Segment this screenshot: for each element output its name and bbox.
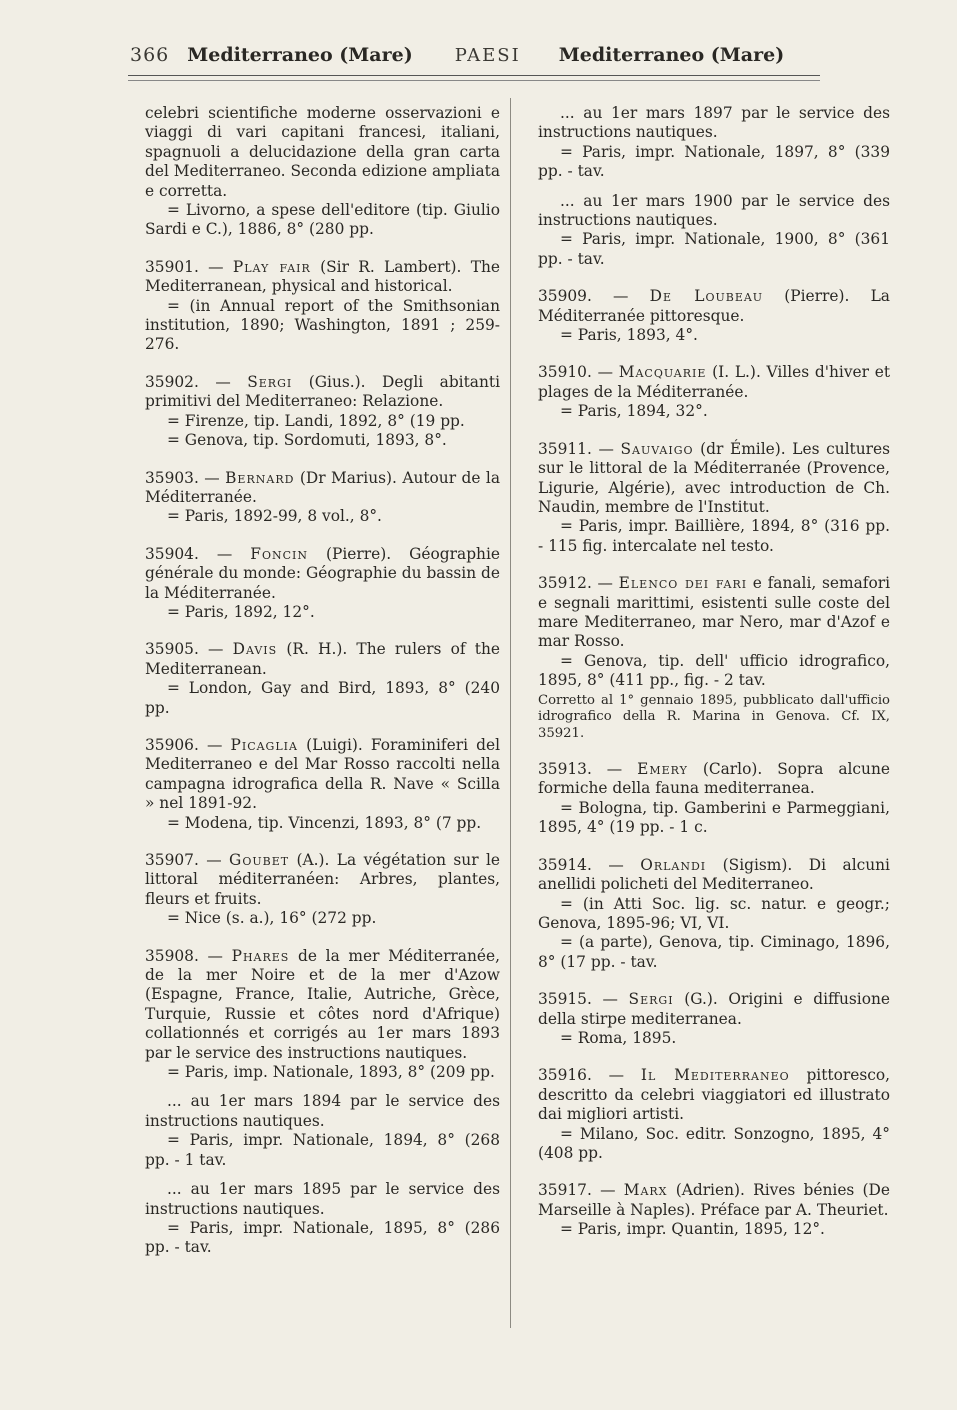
- column-separator: [510, 98, 511, 1328]
- entry-imprint: = Nice (s. a.), 16° (272 pp.: [167, 909, 377, 928]
- entry-imprint: = Firenze, tip. Landi, 1892, 8° (19 pp.: [167, 411, 465, 430]
- entry-imprint: = Genova, tip. Sordomuti, 1893, 8°.: [167, 431, 447, 450]
- entry-title: e fanali, semafori e segnali marittimi, esistenti sulle coste del mare Mediterraneo, mar Nero, mar d'Azof e mar Rosso.: [538, 574, 891, 651]
- entry-title: (I. L.). Villes d'hiver et plages de la Méditerranée.: [538, 363, 890, 401]
- bib-entry-35908: 35908. — Phares de la mer Méditerranée, de la mer Noire et de la mer d'Azow (Espagne, France, Italie, Autriche, Grèce, Turquie, Russie et côtes nord d'Afrique) collationnés et corrigés au 1er mars 1893 par le service des instructions nautiques. = Paris, imp. Nationale, 1893, 8° (209 pp. ... au 1er mars 1894 par le service des instructions nautiques. = Paris, impr. Nationale, 1894, 8° (268 pp. - 1 tav. ... au 1er mars 1895 par le service des instructions nautiques. = Paris, impr. Nationale, 1895, 8° (286 pp. - tav.: [145, 946, 500, 1257]
- entry-imprint: = Paris, impr. Baillière, 1894, 8° (316 pp. - 115 fig. intercalate nel testo.: [538, 517, 890, 555]
- entry-imprint: = Paris, 1893, 4°.: [560, 326, 698, 345]
- bib-entry-35911: 35911. — Sauvaigo (dr Émile). Les cultures sur le littoral de la Méditerranée (Provence, Ligurie, Algérie), avec introduction de Ch. Naudin, membre de l'Institut. = Paris, impr. Baillière, 1894, 8° (316 pp. - 115 fig. intercalate nel testo.: [538, 439, 890, 555]
- entry-imprint: = Roma, 1895.: [560, 1028, 677, 1047]
- entry-imprint: = Paris, impr. Quantin, 1895, 12°.: [560, 1220, 825, 1239]
- entry-author: Orlandi: [640, 855, 707, 874]
- entry-imprint: = Paris, impr. Nationale, 1897, 8° (339 pp. - tav.: [538, 142, 890, 181]
- bib-entry-35903: 35903. — Bernard (Dr Marius). Autour de la Méditerranée. = Paris, 1892-99, 8 vol., 8°.: [145, 468, 501, 526]
- entry-title: pittoresco, descritto da celebri viaggiatori ed illustrato dai migliori artisti.: [538, 1066, 890, 1124]
- entry-title: (dr Émile). Les cultures sur le littoral de la Méditerranée (Provence, Ligurie, Algérie), avec introduction de Ch. Naudin, membre de l'Institut.: [538, 439, 890, 516]
- entry-imprint: = Milano, Soc. editr. Sonzogno, 1895, 4° (408 pp.: [538, 1124, 890, 1162]
- entry-author: Macquarie: [618, 363, 707, 382]
- bib-entry-35910: 35910. — Macquarie (I. L.). Villes d'hiver et plages de la Méditerranée. = Paris, 1894, 32°.: [538, 363, 890, 421]
- entry-title: (G.). Origini e diffusione della stirpe mediterranea.: [538, 990, 890, 1028]
- entry-author: Sergi: [247, 372, 293, 391]
- entry-imprint: = Paris, 1892-99, 8 vol., 8°.: [167, 507, 382, 526]
- entry-title: (R. H.). The rulers of the Mediterranean.: [145, 640, 500, 678]
- entry-number: 35902.: [145, 372, 199, 391]
- entry-number: 35912.: [538, 574, 592, 593]
- entry-author: Elenco dei fari: [618, 574, 748, 593]
- entry-title: (Sigism). Di alcuni anellidi policheti del Mediterraneo.: [538, 855, 890, 894]
- bib-entry-35917: 35917. — Marx (Adrien). Rives bénies (De Marseille à Naples). Préface par A. Theuriet. = Paris, impr. Quantin, 1895, 12°.: [538, 1181, 890, 1239]
- bib-entry-35902: 35902. — Sergi (Gius.). Degli abitanti primitivi del Mediterraneo: Relazione. = Firenze, tip. Landi, 1892, 8° (19 pp. = Genova, tip. Sordomuti, 1893, 8°.: [145, 372, 500, 450]
- continued-entry: [145, 104, 500, 240]
- header-right-title: Mediterraneo (Mare): [558, 44, 785, 66]
- entry-author: De Loubeau: [649, 287, 764, 306]
- entry-number: 35906.: [145, 735, 199, 754]
- bib-entry-35913: 35913. — Emery (Carlo). Sopra alcune formiche della fauna mediterranea. = Bologna, tip. Gamberini e Parmeggiani, 1895, 4° (19 pp. - 1 c.: [538, 760, 890, 837]
- entry-author: Il Mediterraneo: [640, 1066, 790, 1085]
- bib-entry-35907: 35907. — Goubet (A.). La végétation sur le littoral méditerranéen: Arbres, plantes, fleurs et fruits. = Nice (s. a.), 16° (272 pp.: [145, 851, 500, 928]
- entry-edition-text: ... au 1er mars 1895 par le service des instructions nautiques.: [145, 1180, 500, 1218]
- entry-number: 35908.: [145, 946, 199, 965]
- entry-title: (Gius.). Degli abitanti primitivi del Mediterraneo: Relazione.: [145, 372, 500, 411]
- entry-imprint: = (in Atti Soc. lig. sc. natur. e geogr.; Genova, 1895-96; VI, VI.: [538, 894, 890, 932]
- running-header: [130, 44, 820, 74]
- entry-number: 35916.: [538, 1066, 592, 1085]
- entry-number: 35904.: [145, 544, 199, 563]
- entry-note: Corretto al 1° gennaio 1895, pubblicato dall'ufficio idrografico della R. Marina in Genova. Cf. IX, 35921.: [538, 692, 890, 741]
- header-rule-thin: [128, 80, 820, 81]
- bib-entry-35906: 35906. — Picaglia (Luigi). Foraminiferi del Mediterraneo e del Mar Rosso raccolti nella campagna idrografica della R. Nave « Scilla » nel 1891-92. = Modena, tip. Vincenzi, 1893, 8° (7 pp.: [145, 735, 500, 832]
- entry-author: Play fair: [232, 257, 311, 276]
- bib-entry-35901: 35901. — Play fair (Sir R. Lambert). The Mediterranean, physical and historical. = (in Annual report of the Smithsonian institution, 1890; Washington, 1891 ; 259-276.: [145, 257, 500, 354]
- entry-author: Sergi: [628, 990, 674, 1009]
- entry-imprint: = (in Annual report of the Smithsonian institution, 1890; Washington, 1891 ; 259-276.: [145, 296, 500, 354]
- entry-imprint: = Paris, impr. Nationale, 1895, 8° (286 pp. - tav.: [145, 1218, 500, 1257]
- entry-number: 35905.: [145, 640, 199, 659]
- bib-entry-35914: 35914. — Orlandi (Sigism). Di alcuni anellidi policheti del Mediterraneo. = (in Atti Soc. lig. sc. natur. e geogr.; Genova, 1895-96; VI, VI. = (a parte), Genova, tip. Ciminago, 1896, 8° (17 pp. - tav.: [538, 855, 890, 971]
- page-number: 366: [130, 44, 170, 66]
- entry-title: (Pierre). La Méditerranée pittoresque.: [538, 287, 890, 325]
- entry-imprint: = Paris, impr. Nationale, 1894, 8° (268 pp. - 1 tav.: [145, 1131, 500, 1169]
- entry-title: (Luigi). Foraminiferi del Mediterraneo e del Mar Rosso raccolti nella campagna idrografica della R. Nave « Scilla » nel 1891-92.: [145, 735, 500, 813]
- bib-entry-35905: 35905. — Davis (R. H.). The rulers of the Mediterranean. = London, Gay and Bird, 1893, 8° (240 pp.: [145, 640, 500, 717]
- entry-imprint: = Modena, tip. Vincenzi, 1893, 8° (7 pp.: [167, 813, 482, 832]
- bib-entry-35912: 35912. — Elenco dei fari e fanali, semafori e segnali marittimi, esistenti sulle coste del mare Mediterraneo, mar Nero, mar d'Azof e mar Rosso. = Genova, tip. dell' ufficio idrografico, 1895, 8° (411 pp., fig. - 2 tav. Corretto al 1° gennaio 1895, pubblicato dall'ufficio idrografico della R. Marina in Genova. Cf. IX, 35921.: [538, 574, 891, 741]
- entry-author: Davis: [232, 640, 278, 659]
- bib-entry-35916: 35916. — Il Mediterraneo pittoresco, descritto da celebri viaggiatori ed illustrato dai migliori artisti. = Milano, Soc. editr. Sonzogno, 1895, 4° (408 pp.: [538, 1066, 890, 1162]
- entry-number: 35903.: [145, 468, 199, 487]
- entry-edition-text: ... au 1er mars 1900 par le service des instructions nautiques.: [538, 191, 890, 230]
- bib-entry-35904: 35904. — Foncin (Pierre). Géographie générale du monde: Géographie du bassin de la Méditerranée. = Paris, 1892, 12°.: [145, 544, 500, 621]
- left-column: [145, 104, 500, 1276]
- entry-imprint: = Paris, imp. Nationale, 1893, 8° (209 pp.: [167, 1063, 495, 1082]
- entry-title: (Adrien). Rives bénies (De Marseille à Naples). Préface par A. Theuriet.: [538, 1181, 890, 1219]
- entry-imprint: = Paris, 1894, 32°.: [560, 402, 708, 421]
- entry-author: Foncin: [250, 544, 308, 563]
- entry-title: de la mer Méditerranée, de la mer Noire et de la mer d'Azow (Espagne, France, Italie, Autriche, Grèce, Turquie, Russie et côtes nord d'Afrique) collationnés et corrigés au 1er mars 1893 par le service des instructions nautiques.: [145, 946, 500, 1062]
- entry-author: Emery: [637, 760, 688, 779]
- header-left-title: Mediterraneo (Mare): [187, 44, 413, 66]
- entry-number: 35907.: [145, 851, 199, 869]
- continued-entry: [538, 104, 890, 269]
- entry-number: 35917.: [538, 1181, 592, 1200]
- entry-text: celebri scientifiche moderne osservazioni e viaggi di vari capitani francesi, italiani, spagnuoli a delucidazione della gran carta del Mediterraneo. Seconda edizione ampliata e corretta.: [145, 104, 500, 200]
- entry-imprint: = (a parte), Genova, tip. Ciminago, 1896, 8° (17 pp. - tav.: [538, 933, 890, 971]
- right-column: [538, 104, 890, 1258]
- entry-number: 35910.: [538, 363, 592, 382]
- entry-number: 35911.: [538, 439, 592, 458]
- entry-edition-text: ... au 1er mars 1894 par le service des instructions nautiques.: [145, 1092, 500, 1130]
- bib-entry-35909: 35909. — De Loubeau (Pierre). La Méditerranée pittoresque. = Paris, 1893, 4°.: [538, 287, 890, 345]
- entry-imprint: = London, Gay and Bird, 1893, 8° (240 pp.: [145, 679, 500, 717]
- entry-author: Sauvaigo: [620, 439, 694, 458]
- entry-number: 35909.: [538, 287, 592, 306]
- entry-title: (Dr Marius). Autour de la Méditerranée.: [145, 468, 501, 506]
- entry-imprint: = Livorno, a spese dell'editore (tip. Giulio Sardi e C.), 1886, 8° (280 pp.: [145, 201, 500, 239]
- entry-edition-text: ... au 1er mars 1897 par le service des instructions nautiques.: [538, 104, 890, 142]
- entry-author: Phares: [231, 946, 290, 965]
- entry-imprint: = Paris, 1892, 12°.: [167, 602, 315, 621]
- entry-author: Picaglia: [230, 735, 298, 754]
- entry-title: (A.). La végétation sur le littoral méditerranéen: Arbres, plantes, fleurs et fruits.: [145, 851, 500, 908]
- header-rule: [128, 75, 820, 76]
- entry-number: 35901.: [145, 257, 199, 276]
- entry-imprint: = Genova, tip. dell' ufficio idrografico, 1895, 8° (411 pp., fig. - 2 tav.: [538, 651, 890, 690]
- entry-number: 35914.: [538, 855, 592, 874]
- entry-imprint: = Bologna, tip. Gamberini e Parmeggiani, 1895, 4° (19 pp. - 1 c.: [538, 798, 890, 837]
- header-section: PAESI: [454, 45, 521, 66]
- entry-number: 35913.: [538, 760, 592, 779]
- entry-author: Bernard: [225, 468, 295, 487]
- entry-title: (Pierre). Géographie générale du monde: Géographie du bassin de la Méditerranée.: [145, 544, 500, 602]
- entry-author: Marx: [623, 1181, 668, 1200]
- entry-author: Goubet: [229, 851, 290, 869]
- entry-imprint: = Paris, impr. Nationale, 1900, 8° (361 pp. - tav.: [538, 230, 890, 268]
- entry-title: (Sir R. Lambert). The Mediterranean, physical and historical.: [145, 257, 500, 296]
- bib-entry-35915: 35915. — Sergi (G.). Origini e diffusione della stirpe mediterranea. = Roma, 1895.: [538, 990, 890, 1047]
- entry-title: (Carlo). Sopra alcune formiche della fauna mediterranea.: [538, 760, 890, 798]
- entry-number: 35915.: [538, 990, 592, 1009]
